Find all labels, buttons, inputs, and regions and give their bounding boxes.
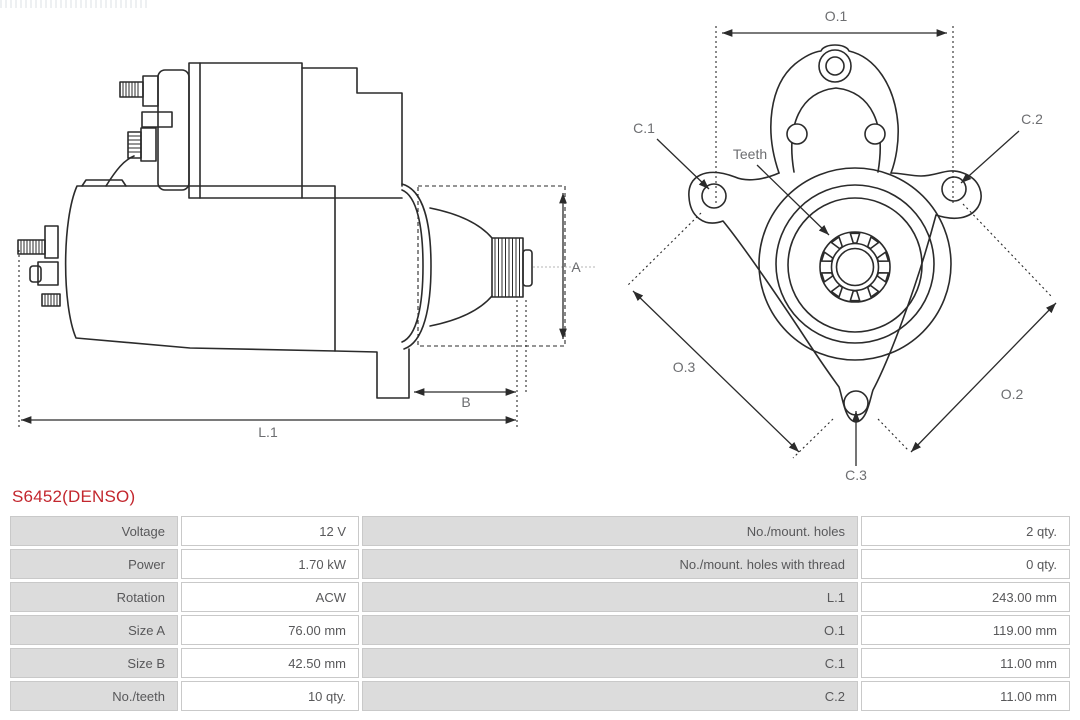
spec-value: 243.00 mm [861, 582, 1070, 612]
spec-label: Size B [10, 648, 178, 678]
side-view-dimensions [19, 186, 597, 440]
arch-top-hole-ring [819, 50, 851, 82]
left-terminal-cap [30, 266, 41, 282]
dim-c3-label: C.3 [845, 467, 867, 483]
spec-table [10, 516, 1070, 711]
solenoid-stud-upper-nut [143, 76, 158, 106]
solenoid-body [189, 63, 302, 198]
spec-label: Size A [10, 615, 178, 645]
pinion-end-cap [523, 250, 532, 286]
spec-value: 1.70 kW [181, 549, 359, 579]
cone-top [430, 208, 492, 238]
spec-label: Voltage [10, 516, 178, 546]
bracket-foot [335, 349, 409, 398]
mount-hole-c1 [702, 184, 726, 208]
arch-hole-right [865, 124, 885, 144]
dim-o2-arrow [911, 303, 1056, 452]
arch-outer [771, 45, 898, 173]
dim-c2-label: C.2 [1021, 111, 1043, 127]
motor-body [66, 186, 335, 351]
cone-bottom [430, 296, 492, 326]
pinion-gear [492, 238, 523, 297]
dim-a-label: A [571, 259, 581, 275]
spec-value: 12 V [181, 516, 359, 546]
solenoid-stud-lower-threads [128, 136, 141, 152]
dim-c1-label: C.1 [633, 120, 655, 136]
spec-label: C.2 [362, 681, 858, 711]
spec-value: 76.00 mm [181, 615, 359, 645]
side-view-svg [0, 0, 600, 487]
page-title: S6452(DENSO) [12, 487, 136, 506]
spec-label: No./teeth [10, 681, 178, 711]
solenoid-terminal-plate [142, 112, 172, 127]
dim-o2-label: O.2 [1000, 386, 1024, 402]
terminal-wire [106, 156, 134, 186]
dim-c1-leader [657, 139, 709, 189]
spec-value: 119.00 mm [861, 615, 1070, 645]
arch-top-hole [826, 57, 844, 75]
bracket-profile [302, 68, 402, 186]
bell-inner [402, 190, 423, 342]
spec-label: L.1 [362, 582, 858, 612]
spec-label: Rotation [10, 582, 178, 612]
dim-l1-label: L.1 [258, 424, 278, 440]
front-view-svg [600, 0, 1080, 487]
spec-label: C.1 [362, 648, 858, 678]
spec-value: 0 qty. [861, 549, 1070, 579]
left-stud-upper [18, 240, 45, 254]
front-view-drawing [689, 45, 981, 422]
dim-b-label: B [461, 394, 471, 410]
spec-label: No./mount. holes with thread [362, 549, 858, 579]
spec-value: 2 qty. [861, 516, 1070, 546]
dim-c2-leader [961, 131, 1019, 183]
spec-value: 10 qty. [181, 681, 359, 711]
solenoid-stud-lower-nut [141, 128, 156, 161]
teeth-label: Teeth [732, 146, 768, 162]
pinion-splines [495, 238, 520, 297]
dim-o3-label: O.3 [672, 359, 696, 375]
left-stud-upper-nut [45, 226, 58, 258]
side-view-drawing [18, 63, 532, 398]
spec-label: O.1 [362, 615, 858, 645]
spec-label: Power [10, 549, 178, 579]
gear-hub-circle [832, 244, 879, 291]
arch-hole-left [787, 124, 807, 144]
left-stud-upper-threads [21, 240, 42, 254]
spec-value: 42.50 mm [181, 648, 359, 678]
spec-label: No./mount. holes [362, 516, 858, 546]
spec-value: 11.00 mm [861, 648, 1070, 678]
body-ledge [82, 180, 126, 186]
left-stud-lower-threads [45, 294, 57, 306]
solenoid-cap [158, 70, 189, 190]
dim-o1-label: O.1 [824, 8, 848, 24]
solenoid-stud-upper-threads [123, 82, 138, 97]
mount-hole-c2 [942, 177, 966, 201]
spec-value: 11.00 mm [861, 681, 1070, 711]
spec-value: ACW [181, 582, 359, 612]
